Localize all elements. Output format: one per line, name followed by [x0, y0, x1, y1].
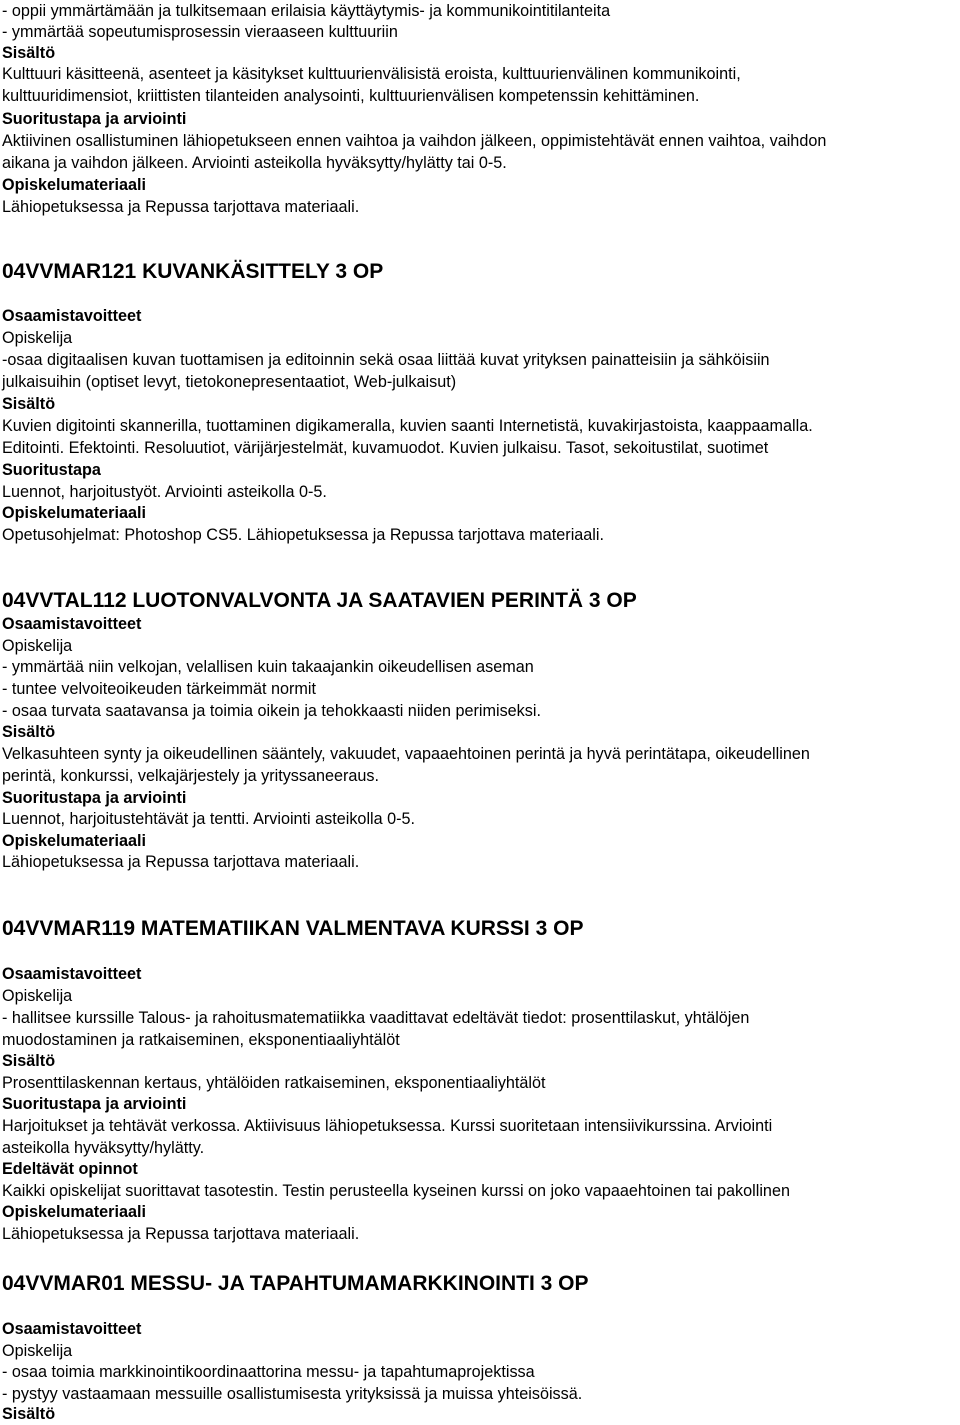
goal-text: -osaa digitaalisen kuvan tuottamisen ja editoinnin sekä osaa liittää kuvat yrityksen painatteisiin ja sähköisiin — [2, 351, 770, 369]
assessment-text: Luennot, harjoitustyöt. Arviointi asteikolla 0-5. — [2, 483, 327, 501]
materials-text: Lähiopetuksessa ja Repussa tarjottava materiaali. — [2, 1225, 360, 1243]
assessment-text: Luennot, harjoitustehtävät ja tentti. Arviointi asteikolla 0-5. — [2, 810, 416, 828]
goal-text: - ymmärtää niin velkojan, velallisen kuin takaajankin oikeudellisen aseman — [2, 658, 534, 676]
content-text: Velkasuhteen synty ja oikeudellinen sääntely, vakuudet, vapaaehtoinen perintä ja hyvä perintätapa, oikeudellinen — [2, 745, 810, 763]
course-title: 04VVMAR01 MESSU- JA TAPAHTUMAMARKKINOINTI 3 OP — [2, 1272, 589, 1295]
section-label-assessment: Suoritustapa ja arviointi — [2, 1095, 187, 1113]
assessment-text: Aktiivinen osallistuminen lähiopetukseen ennen vaihtoa ja vaihdon jälkeen, oppimistehtävät ennen vaihtoa, vaihdon — [2, 132, 827, 150]
section-label-content: Sisältö — [2, 1052, 56, 1070]
section-label-assessment: Suoritustapa ja arviointi — [2, 110, 187, 128]
content-text: kulttuuridimensiot, kriittisten tilanteiden analysointi, kulttuurienvälisen kompetenssin kehittäminen. — [2, 87, 700, 105]
content-text: Kuvien digitointi skannerilla, tuottaminen digikameralla, kuvien saanti Internetistä, kuvakirjastoista, kaappaamalla. — [2, 417, 813, 435]
course-title: 04VVTAL112 LUOTONVALVONTA JA SAATAVIEN PERINTÄ 3 OP — [2, 589, 637, 612]
intro-goal-line: - oppii ymmärtämään ja tulkitsemaan erilaisia käyttäytymis- ja kommunikointitilanteita — [2, 2, 611, 20]
section-label-materials: Opiskelumateriaali — [2, 504, 146, 522]
course-title: 04VVMAR119 MATEMATIIKAN VALMENTAVA KURSSI 3 OP — [2, 917, 584, 940]
assessment-text: asteikolla hyväksytty/hylätty. — [2, 1139, 205, 1157]
section-label-materials: Opiskelumateriaali — [2, 1203, 146, 1221]
content-text: Prosenttilaskennan kertaus, yhtälöiden ratkaiseminen, eksponentiaaliyhtälöt — [2, 1074, 546, 1092]
content-text: Kulttuuri käsitteenä, asenteet ja käsitykset kulttuurienvälisistä eroista, kulttuurienvälinen kommunikointi, — [2, 65, 741, 83]
student-label: Opiskelija — [2, 987, 73, 1005]
goal-text: muodostaminen ja ratkaiseminen, eksponentiaaliyhtälöt — [2, 1031, 400, 1049]
goal-text: - osaa toimia markkinointikoordinaattorina messu- ja tapahtumaprojektissa — [2, 1363, 535, 1381]
prerequisites-text: Kaikki opiskelijat suorittavat tasotestin. Testin perusteella kyseinen kurssi on joko vapaaehtoinen tai pakollinen — [2, 1182, 790, 1200]
materials-text: Opetusohjelmat: Photoshop CS5. Lähiopetuksessa ja Repussa tarjottava materiaali. — [2, 526, 604, 544]
section-label-goals: Osaamistavoitteet — [2, 615, 142, 633]
student-label: Opiskelija — [2, 637, 73, 655]
student-label: Opiskelija — [2, 1342, 73, 1360]
section-label-materials: Opiskelumateriaali — [2, 832, 146, 850]
section-label-goals: Osaamistavoitteet — [2, 307, 142, 325]
assessment-text: Harjoitukset ja tehtävät verkossa. Aktiivisuus lähiopetuksessa. Kurssi suoritetaan intensiivikurssina. Arviointi — [2, 1117, 773, 1135]
intro-goal-line: - ymmärtää sopeutumisprosessin vieraaseen kulttuuriin — [2, 23, 398, 41]
student-label: Opiskelija — [2, 329, 73, 347]
assessment-text: aikana ja vaihdon jälkeen. Arviointi asteikolla hyväksytty/hylätty tai 0-5. — [2, 154, 507, 172]
goal-text: - pystyy vastaamaan messuille osallistumisesta yrityksissä ja muissa yhteisöissä. — [2, 1385, 583, 1403]
section-label-materials: Opiskelumateriaali — [2, 176, 146, 194]
materials-text: Lähiopetuksessa ja Repussa tarjottava materiaali. — [2, 853, 360, 871]
materials-text: Lähiopetuksessa ja Repussa tarjottava materiaali. — [2, 198, 360, 216]
section-label-prerequisites: Edeltävät opinnot — [2, 1160, 138, 1178]
content-text: perintä, konkurssi, velkajärjestely ja yrityssaneeraus. — [2, 767, 379, 785]
goal-text: - tuntee velvoiteoikeuden tärkeimmät normit — [2, 680, 317, 698]
section-label-assessment: Suoritustapa — [2, 461, 101, 479]
section-label-content: Sisältö — [2, 1405, 56, 1423]
section-label-content: Sisältö — [2, 395, 56, 413]
content-text: Editointi. Efektointi. Resoluutiot, värijärjestelmät, kuvamuodot. Kuvien julkaisu. Tasot, sekoitustilat, suotimet — [2, 439, 769, 457]
section-label-goals: Osaamistavoitteet — [2, 965, 142, 983]
section-label-goals: Osaamistavoitteet — [2, 1320, 142, 1338]
course-title: 04VVMAR121 KUVANKÄSITTELY 3 OP — [2, 260, 384, 283]
goal-text: - osaa turvata saatavansa ja toimia oikein ja tehokkaasti niiden perimiseksi. — [2, 702, 541, 720]
goal-text: - hallitsee kurssille Talous- ja rahoitusmatematiikka vaadittavat edeltävät tiedot: prosenttilaskut, yhtälöjen — [2, 1009, 750, 1027]
section-label-content: Sisältö — [2, 44, 56, 62]
section-label-content: Sisältö — [2, 723, 56, 741]
goal-text: julkaisuihin (optiset levyt, tietokonepresentaatiot, Web-julkaisut) — [2, 373, 457, 391]
section-label-assessment: Suoritustapa ja arviointi — [2, 789, 187, 807]
